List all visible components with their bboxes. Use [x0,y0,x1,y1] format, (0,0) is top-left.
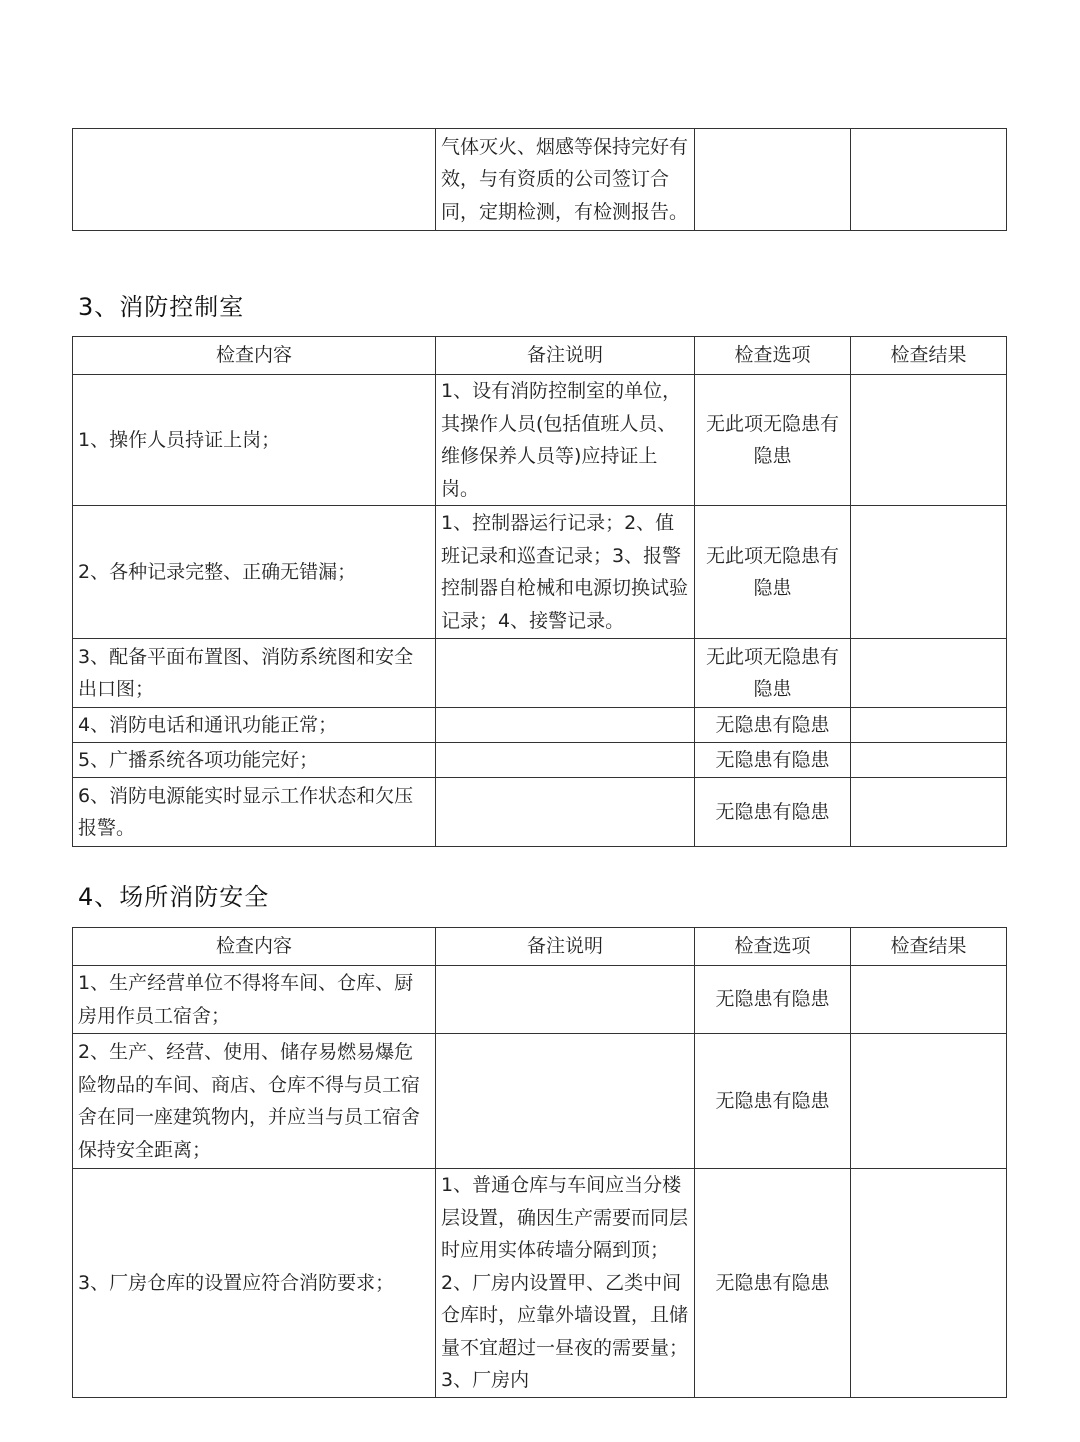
content-cell: 6、消防电源能实时显示工作状态和欠压报警。 [73,778,436,847]
table-row [73,1034,1007,1169]
table-row [73,778,1007,847]
table-header-row [73,928,1007,966]
table-row [73,743,1007,778]
fire-control-room-table [72,336,1007,847]
table-header-row [73,337,1007,375]
note-cell: 气体灭火、烟感等保持完好有效，与有资质的公司签订合同，定期检测，有检测报告。 [436,129,695,231]
option-cell: 无隐患有隐患 [695,778,851,847]
result-cell [851,743,1007,778]
table-row [73,639,1007,708]
result-cell [851,778,1007,847]
result-cell [851,1034,1007,1169]
content-cell: 3、配备平面布置图、消防系统图和安全出口图； [73,639,436,708]
header-option: 检查选项 [695,337,851,375]
note-cell [436,639,695,708]
content-cell: 5、广播系统各项功能完好； [73,743,436,778]
content-cell: 4、消防电话和通讯功能正常； [73,708,436,743]
option-cell: 无此项无隐患有隐患 [695,506,851,639]
header-note: 备注说明 [436,337,695,375]
section-title-site-fire-safety: 4、场所消防安全 [78,883,270,911]
option-cell: 无隐患有隐患 [695,1034,851,1169]
result-cell [851,639,1007,708]
note-cell: 1、设有消防控制室的单位，其操作人员(包括值班人员、维修保养人员等)应持证上岗。 [436,375,695,506]
result-cell [851,1169,1007,1398]
result-cell [851,966,1007,1034]
table-row [73,506,1007,639]
note-cell [436,743,695,778]
note-cell: 1、控制器运行记录；2、值班记录和巡查记录；3、报警控制器自枪械和电源切换试验记录；4、接警记录。 [436,506,695,639]
option-cell: 无隐患有隐患 [695,966,851,1034]
option-cell: 无隐患有隐患 [695,1169,851,1398]
header-option: 检查选项 [695,928,851,966]
header-content: 检查内容 [73,928,436,966]
table-row [73,966,1007,1034]
header-result: 检查结果 [851,928,1007,966]
option-cell: 无此项无隐患有隐患 [695,639,851,708]
site-fire-safety-table [72,927,1007,1398]
table-row [73,1169,1007,1398]
note-cell [436,1034,695,1169]
table-row [73,708,1007,743]
note-cell [436,966,695,1034]
note-cell: 1、普通仓库与车间应当分楼层设置，确因生产需要而同层时应用实体砖墙分隔到顶；2、厂房内设置甲、乙类中间仓库时，应靠外墙设置，且储量不宜超过一昼夜的需要量；3、厂房内 [436,1169,695,1398]
note-cell [436,708,695,743]
header-result: 检查结果 [851,337,1007,375]
header-content: 检查内容 [73,337,436,375]
content-cell: 2、各种记录完整、正确无错漏； [73,506,436,639]
content-cell: 1、生产经营单位不得将车间、仓库、厨房用作员工宿舍； [73,966,436,1034]
section-title-fire-control-room: 3、消防控制室 [78,293,245,321]
table-row [73,129,1007,231]
header-note: 备注说明 [436,928,695,966]
content-cell: 3、厂房仓库的设置应符合消防要求； [73,1169,436,1398]
content-cell: 2、生产、经营、使用、储存易燃易爆危险物品的车间、商店、仓库不得与员工宿舍在同一座建筑物内，并应当与员工宿舍保持安全距离； [73,1034,436,1169]
result-cell [851,506,1007,639]
content-cell [73,129,436,231]
table-row [73,375,1007,506]
option-cell: 无此项无隐患有隐患 [695,375,851,506]
result-cell [851,708,1007,743]
result-cell [851,129,1007,231]
continuation-table [72,128,1007,231]
content-cell: 1、操作人员持证上岗； [73,375,436,506]
option-cell: 无隐患有隐患 [695,743,851,778]
option-cell [695,129,851,231]
note-cell [436,778,695,847]
option-cell: 无隐患有隐患 [695,708,851,743]
result-cell [851,375,1007,506]
